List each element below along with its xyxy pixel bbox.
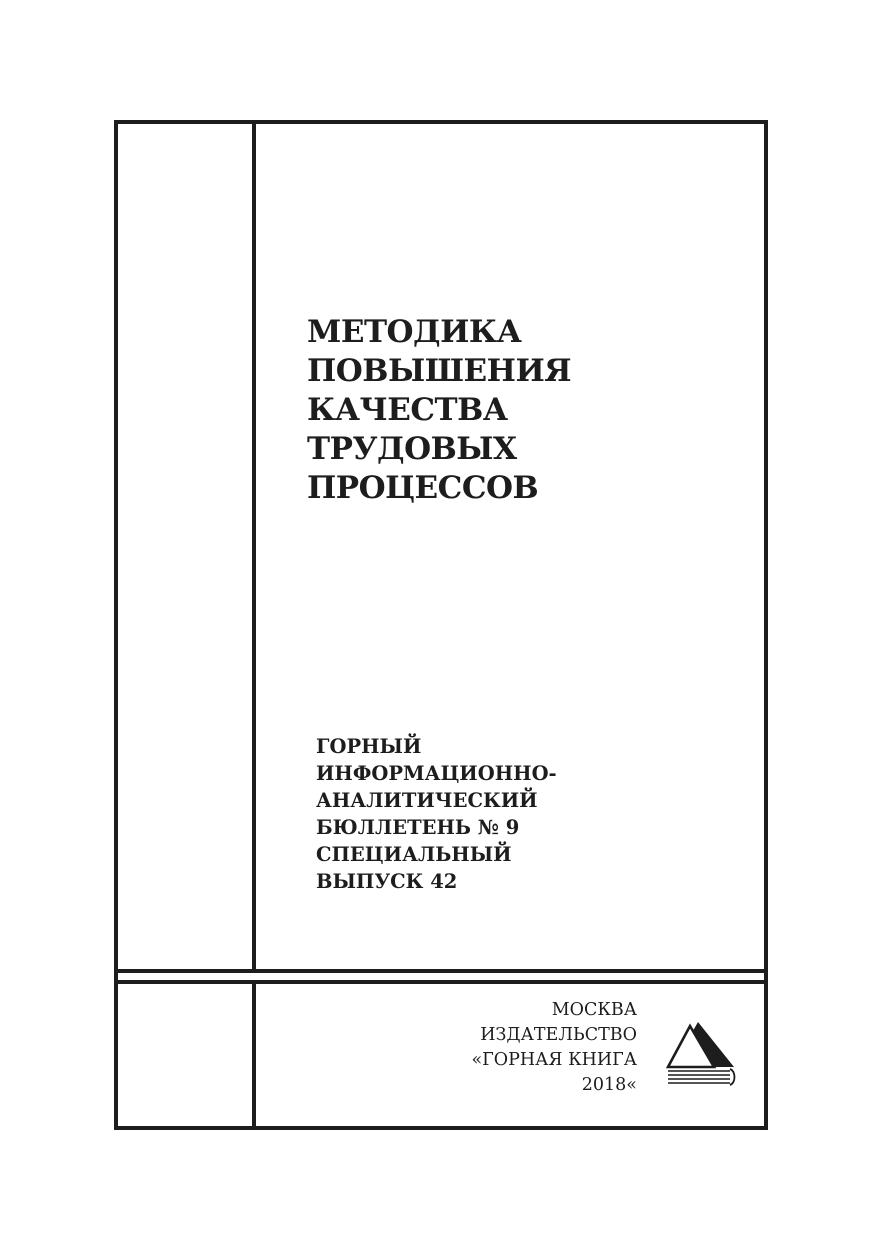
cover-frame [114,120,768,1130]
cover-horizontal-rule-bottom [114,980,768,984]
series-info [316,733,736,895]
series-line: ВЫПУСК 42 [316,870,458,893]
series-line: ГОРНЫЙ [316,735,422,758]
logo-book-spine [730,1069,735,1085]
publisher-mountain-book-icon [664,1018,740,1088]
book-title-line: ПРОЦЕССОВ [307,470,539,506]
publisher-imprint [471,998,637,1098]
series-line: АНАЛИТИЧЕСКИЙ [316,789,538,812]
series-line: ИНФОРМАЦИОННО- [316,762,557,785]
book-title-line: ПОВЫШЕНИЯ [307,353,572,389]
book-title-line: МЕТОДИКА [307,314,522,350]
imprint-line: «ГОРНАЯ КНИГА [471,1050,637,1070]
imprint-line: ИЗДАТЕЛЬСТВО [480,1025,637,1045]
cover-horizontal-rule-top [114,969,768,973]
cover-vertical-rule-lower [252,982,256,1130]
book-title [307,313,747,508]
series-line: БЮЛЛЕТЕНЬ № 9 [316,816,520,839]
book-title-line: КАЧЕСТВА [307,392,508,428]
book-title-line: ТРУДОВЫХ [307,431,517,467]
imprint-line: 2018« [581,1075,637,1095]
series-line: СПЕЦИАЛЬНЫЙ [316,843,512,866]
cover-vertical-rule-upper [252,120,256,972]
imprint-line: МОСКВА [551,1000,637,1020]
